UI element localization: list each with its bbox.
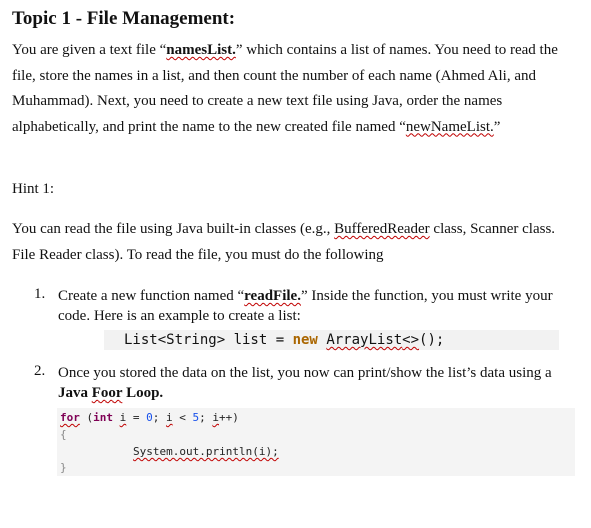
item-bold-loop: Loop. — [122, 385, 164, 401]
code-class-arraylist: ArrayList — [326, 332, 403, 348]
code-line-println — [133, 445, 279, 458]
item-text-1: Once you stored the data on the list, you now can print/show the list’s data using a — [58, 365, 552, 381]
list-item — [58, 286, 578, 326]
function-name-read-file: readFile. — [244, 288, 301, 304]
code-block-for-loop — [57, 408, 575, 476]
code-var-i: i — [166, 411, 173, 424]
intro-text-1: You are given a text file “ — [12, 42, 167, 58]
intro-paragraph — [12, 38, 582, 140]
item-bold-foor: Foor — [91, 385, 123, 401]
intro-text-2: ” which contains a list of names. You need to read the file, store the names in a list, and then count the number of each name (Ahmed Ali, and Muhammad). Next, you need to create a new text file using Java, order the names alphabetically, and print the name to the new created file named “ — [12, 42, 558, 135]
code-number: 0 — [146, 411, 153, 424]
list-item-number: 1. — [34, 286, 46, 302]
list-item-number: 2. — [34, 363, 46, 379]
code-keyword-int: int — [93, 411, 113, 424]
code-generic: <> — [402, 332, 420, 348]
file-name-names-list: namesList. — [166, 42, 236, 58]
hint-text-2: class, Scanner class. File Reader class). To read the file, you must do the following — [12, 221, 556, 263]
code-println: System.out.println — [133, 445, 253, 458]
hint-label: Hint 1: — [12, 181, 55, 197]
code-var-i: i — [212, 411, 219, 424]
code-text-end: (); — [419, 332, 445, 348]
code-keyword-for: for — [60, 411, 80, 424]
page-title: Topic 1 - File Management: — [12, 8, 236, 29]
intro-text-3: ” — [493, 118, 501, 135]
code-println-arg: (i); — [252, 445, 279, 458]
code-close-brace: } — [60, 461, 67, 474]
hint-paragraph — [12, 217, 582, 268]
code-line-for: for (int i = 0; i < 5; i++) — [60, 411, 239, 424]
hint-text-1: You can read the file using Java built-in classes (e.g., — [12, 221, 335, 237]
file-name-new-name-list: newNameList. — [405, 118, 494, 135]
item-bold-java: Java — [58, 385, 92, 401]
item-text-1: Create a new function named “ — [58, 288, 245, 304]
code-block-list — [104, 330, 559, 350]
item-text-2: ” Inside the function, you must write your code. Here is an example to create a list: — [58, 288, 553, 324]
code-number: 5 — [192, 411, 200, 424]
class-name-buffered-reader: BufferedReader — [334, 221, 430, 237]
code-var-i: i — [119, 411, 127, 424]
code-keyword-new: new — [292, 332, 318, 348]
code-open-brace: { — [60, 428, 67, 441]
code-text: List<String> list = — [124, 332, 293, 348]
list-item — [58, 363, 578, 403]
